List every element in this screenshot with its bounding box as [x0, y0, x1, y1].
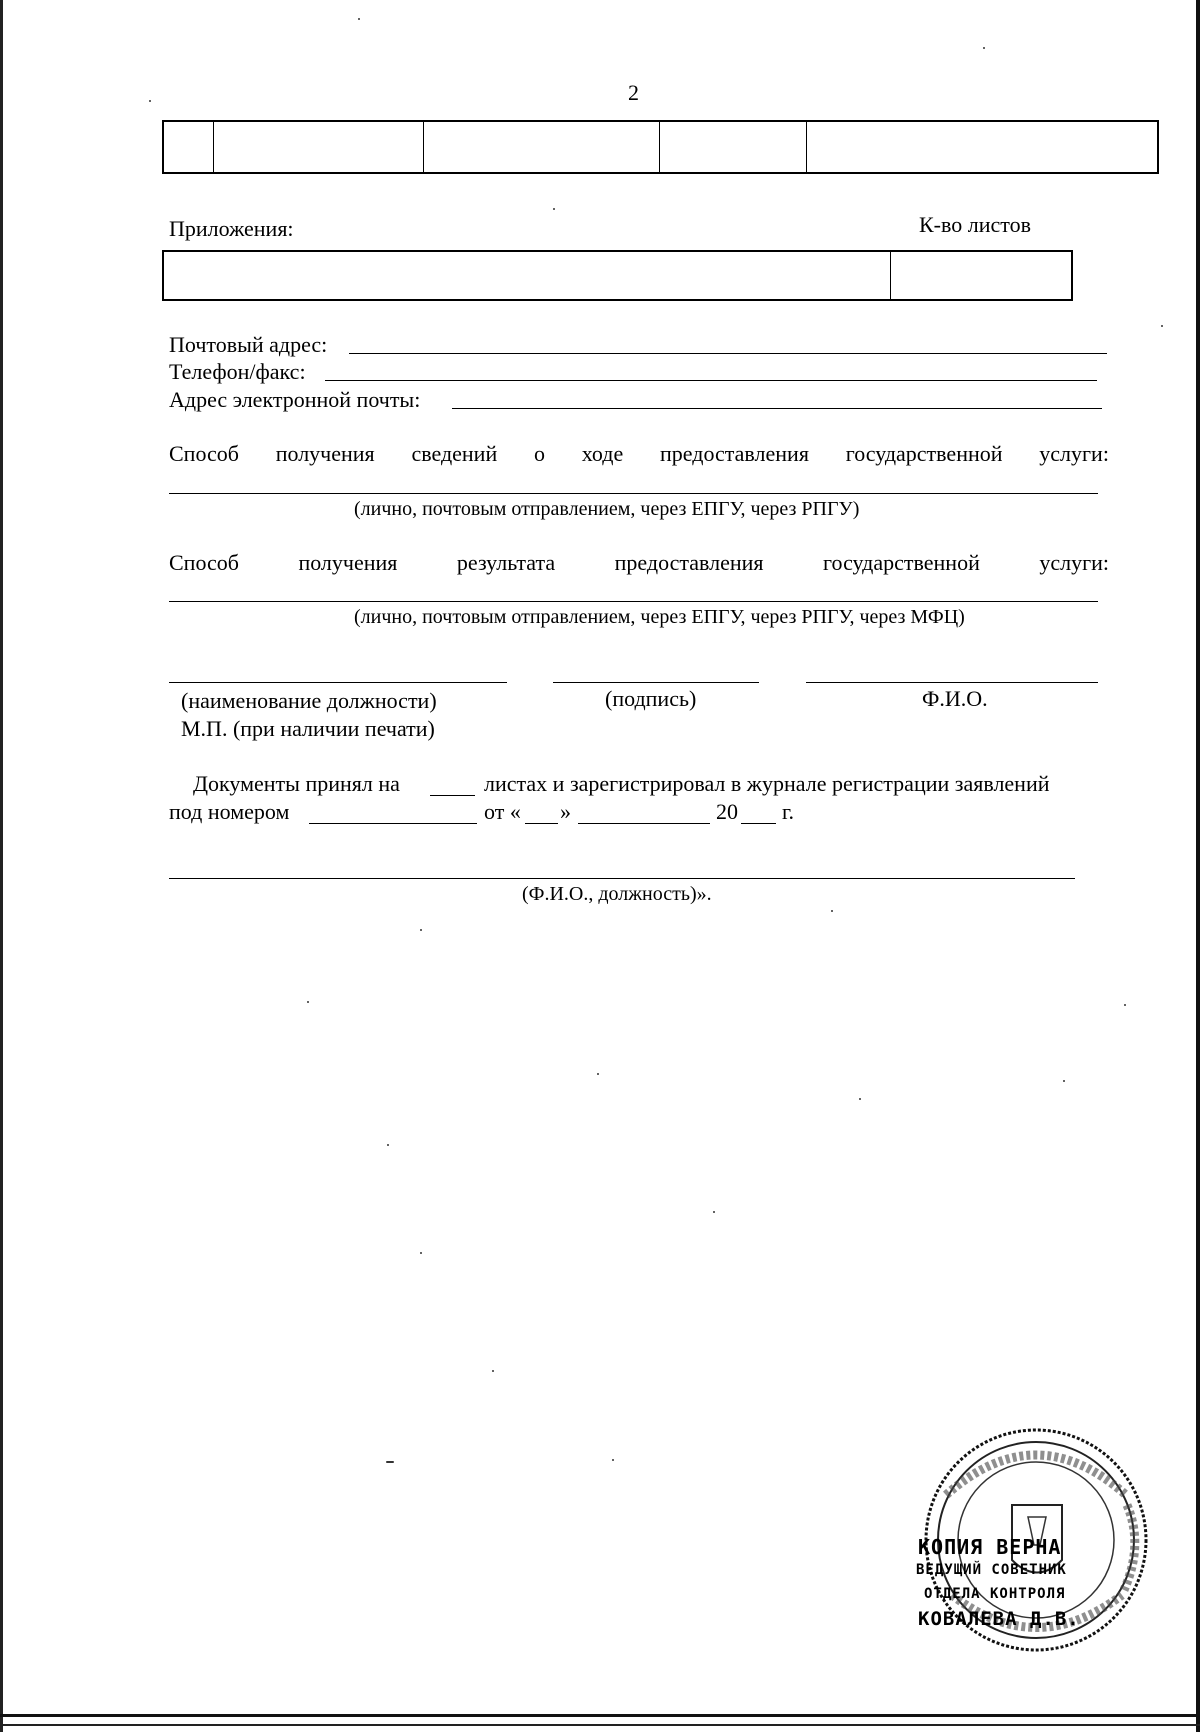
attachments-label: Приложения:	[169, 216, 294, 241]
sheets-count-label: К-во листов	[919, 212, 1031, 237]
scan-border-bottom-2	[0, 1724, 1200, 1726]
result-method-word: Способ	[169, 550, 239, 575]
registration-line1-start: Документы принял на	[193, 771, 400, 796]
registration-year-field[interactable]	[741, 823, 776, 824]
info-method-sentence	[169, 441, 1109, 467]
info-method-word: сведений	[411, 441, 498, 466]
stamp-line-3: ОТДЕЛА КОНТРОЛЯ	[924, 1586, 1066, 1602]
registration-year-suffix: г.	[782, 799, 795, 824]
scan-speck	[1063, 1080, 1065, 1082]
info-method-word: государственной	[845, 441, 1003, 466]
scan-speck	[420, 929, 422, 931]
registration-number-field[interactable]	[309, 823, 477, 824]
scan-speck	[983, 47, 985, 49]
scan-speck	[1161, 325, 1163, 327]
top-table-divider-3	[659, 120, 660, 174]
info-method-word: о	[534, 441, 545, 466]
email-field[interactable]	[452, 408, 1102, 409]
info-method-word: предоставления	[660, 441, 809, 466]
phone-fax-label: Телефон/факс:	[169, 359, 306, 384]
scan-speck	[859, 1098, 861, 1100]
stamp-line-4: КОВАЛЕВА Д.В.	[918, 1608, 1080, 1630]
scan-speck	[713, 1211, 715, 1213]
scan-border-bottom	[0, 1714, 1200, 1717]
attachments-table	[162, 250, 1073, 301]
result-method-word: результата	[456, 550, 556, 575]
scan-speck	[597, 1073, 599, 1075]
top-table-divider-2	[423, 120, 424, 174]
signature-line[interactable]	[553, 682, 759, 683]
result-method-hint: (лично, почтовым отправлением, через ЕПГУ, через РПГУ, через МФЦ)	[354, 606, 965, 628]
result-method-sentence	[169, 550, 1109, 576]
info-method-word: услуги:	[1039, 441, 1109, 466]
phone-fax-field[interactable]	[325, 380, 1097, 381]
acceptor-hint: (Ф.И.О., должность)».	[522, 883, 712, 905]
seal-note: М.П. (при наличии печати)	[181, 716, 435, 741]
info-method-hint: (лично, почтовым отправлением, через ЕПГУ, через РПГУ)	[354, 498, 860, 520]
top-table	[162, 120, 1159, 174]
scan-speck	[831, 910, 833, 912]
attachments-table-divider	[890, 250, 891, 301]
scan-speck	[420, 1252, 422, 1254]
scan-speck	[492, 1370, 494, 1372]
scan-speck	[307, 1001, 309, 1003]
scan-border-right	[1196, 0, 1200, 1732]
page-number: 2	[628, 80, 639, 105]
scan-border-left	[0, 0, 3, 1732]
registration-month-field[interactable]	[578, 823, 710, 824]
registration-from: от «	[484, 799, 521, 824]
result-method-word: государственной	[823, 550, 980, 575]
position-hint: (наименование должности)	[181, 688, 437, 713]
info-method-word: Способ	[169, 441, 239, 466]
scan-speck	[1124, 1004, 1126, 1006]
registration-line1-end: листах и зарегистрировал в журнале регистрации заявлений	[484, 771, 1050, 796]
postal-address-field[interactable]	[349, 353, 1107, 354]
registration-line2-start: под номером	[169, 799, 290, 824]
name-line[interactable]	[806, 682, 1098, 683]
result-method-word: получения	[298, 550, 398, 575]
scan-speck	[612, 1459, 614, 1461]
top-table-divider-4	[806, 120, 807, 174]
stamp-line-1: КОПИЯ ВЕРНА	[918, 1535, 1062, 1559]
result-method-word: предоставления	[614, 550, 764, 575]
top-table-divider-1	[213, 120, 214, 174]
scan-speck	[387, 1144, 389, 1146]
name-hint: Ф.И.О.	[922, 686, 988, 711]
postal-address-label: Почтовый адрес:	[169, 332, 328, 357]
registration-day-field[interactable]	[525, 823, 558, 824]
email-label: Адрес электронной почты:	[169, 387, 421, 412]
scan-speck	[358, 18, 360, 20]
info-method-word: ходе	[581, 441, 624, 466]
info-method-field[interactable]	[169, 493, 1098, 494]
scan-speck	[553, 208, 555, 210]
copy-certified-stamp	[912, 1425, 1152, 1665]
scan-speck	[386, 1461, 394, 1463]
result-method-word: услуги:	[1039, 550, 1109, 575]
position-line[interactable]	[169, 682, 507, 683]
signature-hint: (подпись)	[605, 686, 697, 711]
acceptor-field[interactable]	[169, 878, 1075, 879]
scan-speck	[149, 100, 151, 102]
result-method-field[interactable]	[169, 601, 1098, 602]
registration-year-prefix: 20	[716, 799, 738, 824]
registration-quote-close: »	[560, 799, 571, 824]
info-method-word: получения	[275, 441, 375, 466]
stamp-line-2: ВЕДУЩИЙ СОВЕТНИК	[916, 1562, 1067, 1578]
registration-sheets-field[interactable]	[430, 795, 475, 796]
